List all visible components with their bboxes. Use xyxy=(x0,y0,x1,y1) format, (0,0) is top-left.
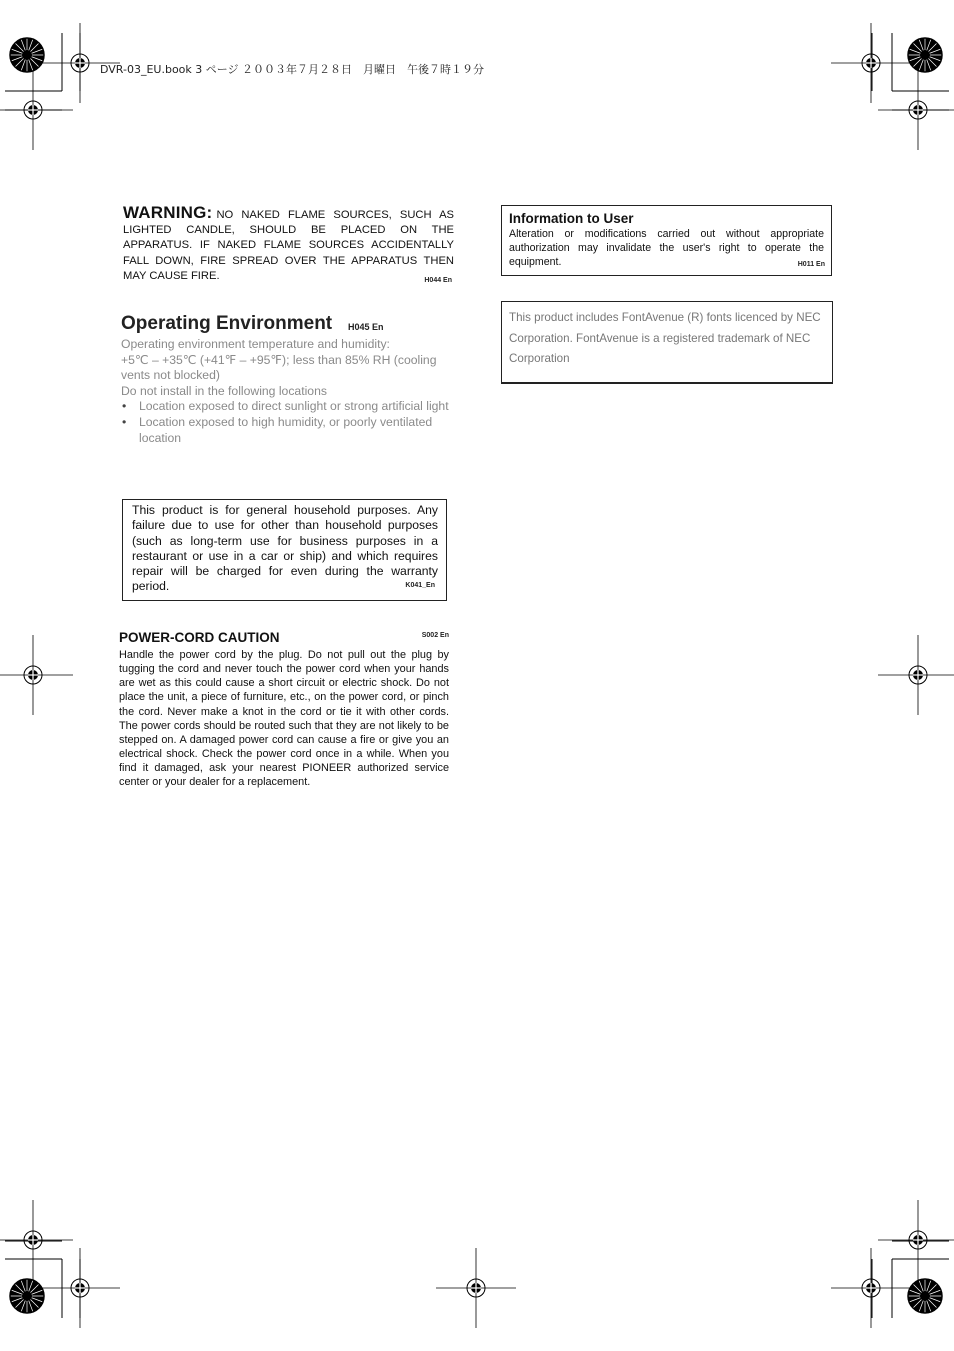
information-to-user-text: Alteration or modifications carried out without appropriate authorization may invalidate the user's right to operate the equipment. xyxy=(509,228,824,269)
operating-environment-title: Operating Environment xyxy=(121,313,333,334)
warning-notice xyxy=(123,205,454,284)
op-env-location-list xyxy=(121,399,451,446)
list-item xyxy=(121,399,451,415)
warning-label: WARNING: xyxy=(123,203,213,222)
household-code: K041_En xyxy=(405,582,435,589)
power-cord-caution-title: POWER-CORD CAUTION xyxy=(119,630,280,645)
operating-environment-code: H045 En xyxy=(348,322,384,332)
font-license-notice xyxy=(501,301,833,384)
household-text: This product is for general household purposes. Any failure due to use for other than household purposes (such as long-term use for business purposes in a restaurant or use in a car or ship) and which requires repair will be charged for even during the warranty period. xyxy=(132,503,438,594)
op-env-line-3: Do not install in the following locations xyxy=(121,383,327,398)
power-cord-caution-code: S002 En xyxy=(421,632,449,639)
list-item xyxy=(121,415,451,446)
op-env-line-2: +5℃ – +35℃ (+41℉ – +95℉); less than 85% RH (cooling vents not blocked) xyxy=(121,352,437,383)
bullet-icon: • xyxy=(122,399,127,414)
font-license-text: This product includes FontAvenue (R) fonts licenced by NEC Corporation. FontAvenue is a registered trademark of NEC Corporation xyxy=(509,311,821,366)
operating-environment-body xyxy=(121,337,451,446)
information-to-user-code: H011 En xyxy=(797,261,825,268)
list-item-text: Location exposed to direct sunlight or strong artificial light xyxy=(139,399,449,414)
information-to-user-title: Information to User xyxy=(509,211,634,226)
list-item-text: Location exposed to high humidity, or poorly ventilated location xyxy=(139,414,433,445)
power-cord-caution-text: Handle the power cord by the plug. Do not pull out the plug by tugging the cord and never touch the power cord when your hands are wet as this could cause a short circuit or electric shock. Do not place the unit, a piece of furniture, etc., on the power cord, or pinch the cord. Never make a knot in the cord or tie it with other cords. The power cords should be routed such that they are not likely to be stepped on. A damaged power cord can cause a fire or give you an electrical shock. Check the power cord once in a while. When you find it damaged, ask your nearest PIONEER authorized service center or your dealer for a replacement. xyxy=(119,649,449,789)
print-header-line: DVR-03_EU.book 3 ページ ２００３年７月２８日 月曜日 午後７時１９分 xyxy=(100,63,485,76)
warning-code: H044 En xyxy=(424,277,452,284)
op-env-line-1: Operating environment temperature and humidity: xyxy=(121,337,390,351)
bullet-icon: • xyxy=(122,414,127,429)
warning-text: NO NAKED FLAME SOURCES, SUCH AS LIGHTED CANDLE, SHOULD BE PLACED ON THE APPARATUS. IF NAKED FLAME SOURCES ACCIDENTALLY FALL DOWN, FIRE SPREAD OVER THE APPARATUS THEN MAY CAUSE FIRE. xyxy=(123,209,454,282)
